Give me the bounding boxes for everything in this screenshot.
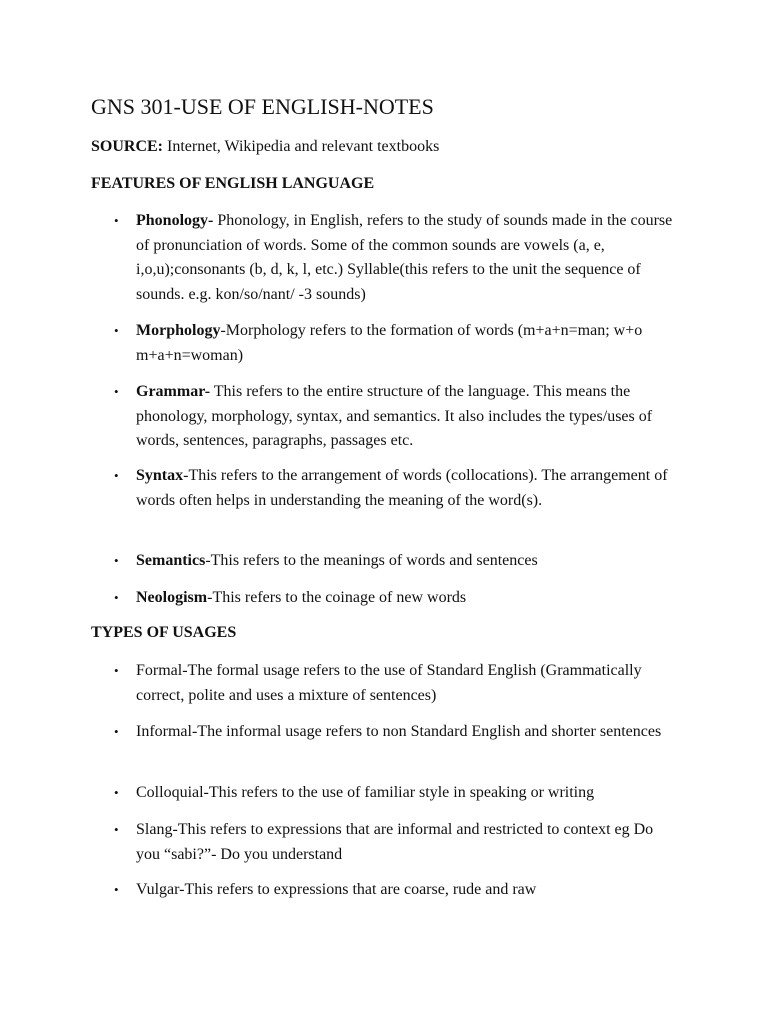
list-item-syntax bbox=[0, 464, 676, 513]
bullet-icon: • bbox=[114, 785, 119, 800]
definition-semantics: -This refers to the meanings of words and sentences bbox=[205, 552, 538, 569]
term-morphology: Morphology bbox=[136, 322, 221, 339]
usage-formal: Formal-The formal usage refers to the use of Standard English (Grammatically correct, polite and uses a mixture of sentences) bbox=[136, 662, 642, 704]
bullet-icon: • bbox=[114, 663, 119, 678]
features-list-5 bbox=[0, 549, 768, 574]
source-line bbox=[91, 136, 439, 158]
bullet-icon: • bbox=[114, 468, 119, 483]
features-list-2 bbox=[0, 319, 768, 368]
bullet-icon: • bbox=[114, 882, 119, 897]
term-syntax: Syntax bbox=[136, 467, 184, 484]
list-item-grammar bbox=[0, 380, 676, 454]
list-item-morphology bbox=[0, 319, 676, 368]
usages-heading: TYPES OF USAGES bbox=[91, 624, 237, 641]
usage-colloquial: Colloquial-This refers to the use of familiar style in speaking or writing bbox=[136, 784, 595, 801]
list-item-semantics bbox=[0, 549, 676, 574]
definition-neologism: -This refers to the coinage of new words bbox=[207, 589, 467, 606]
bullet-icon: • bbox=[114, 384, 119, 399]
list-item-informal bbox=[0, 720, 676, 745]
bullet-icon: • bbox=[114, 724, 119, 739]
usages-list-4 bbox=[0, 818, 768, 867]
definition-morphology: -Morphology refers to the formation of words (m+a+n=man; w+o m+a+n=woman) bbox=[136, 322, 643, 364]
bullet-icon: • bbox=[114, 553, 119, 568]
bullet-icon: • bbox=[114, 822, 119, 837]
usage-informal: Informal-The informal usage refers to non Standard English and shorter sentences bbox=[136, 723, 662, 740]
source-text: Internet, Wikipedia and relevant textbooks bbox=[163, 138, 440, 155]
definition-phonology: Phonology, in English, refers to the study of sounds made in the course of pronunciation of words. Some of the common sounds are vowels (a, e, i,o,u);consonants (b, d, k, l, etc.) Syllable(this refers to the unit the sequence of sounds. e.g. kon/so/nant/ -3 sounds) bbox=[136, 212, 673, 303]
usage-slang: Slang-This refers to expressions that are informal and restricted to context eg Do you “sabi?”- Do you understand bbox=[136, 821, 654, 863]
list-item-vulgar bbox=[0, 878, 676, 903]
list-item-phonology bbox=[0, 209, 676, 307]
features-list-3 bbox=[0, 380, 768, 454]
features-list bbox=[0, 209, 768, 307]
usages-list bbox=[0, 659, 768, 708]
list-item-formal bbox=[0, 659, 676, 708]
list-item-colloquial bbox=[0, 781, 676, 806]
term-neologism: Neologism bbox=[136, 589, 208, 606]
usages-list-5 bbox=[0, 878, 768, 903]
usages-list-3 bbox=[0, 781, 768, 806]
list-item-neologism bbox=[0, 586, 676, 611]
usages-list-2 bbox=[0, 720, 768, 745]
definition-syntax: -This refers to the arrangement of words (collocations). The arrangement of words often helps in understanding the meaning of the word(s). bbox=[136, 467, 668, 509]
definition-grammar: This refers to the entire structure of the language. This means the phonology, morphology, syntax, and semantics. It also includes the types/uses of words, sentences, paragraphs, passages etc. bbox=[136, 383, 653, 449]
usage-vulgar: Vulgar-This refers to expressions that are coarse, rude and raw bbox=[136, 881, 537, 898]
document-title: GNS 301-USE OF ENGLISH-NOTES bbox=[91, 94, 434, 119]
bullet-icon: • bbox=[114, 590, 119, 605]
features-heading: FEATURES OF ENGLISH LANGUAGE bbox=[91, 175, 375, 192]
list-item-slang bbox=[0, 818, 676, 867]
term-grammar: Grammar- bbox=[136, 383, 211, 400]
term-phonology: Phonology- bbox=[136, 212, 214, 229]
bullet-icon: • bbox=[114, 213, 119, 228]
bullet-icon: • bbox=[114, 323, 119, 338]
features-list-4 bbox=[0, 464, 768, 513]
source-label: SOURCE: bbox=[91, 138, 164, 155]
features-list-6 bbox=[0, 586, 768, 611]
term-semantics: Semantics bbox=[136, 552, 206, 569]
